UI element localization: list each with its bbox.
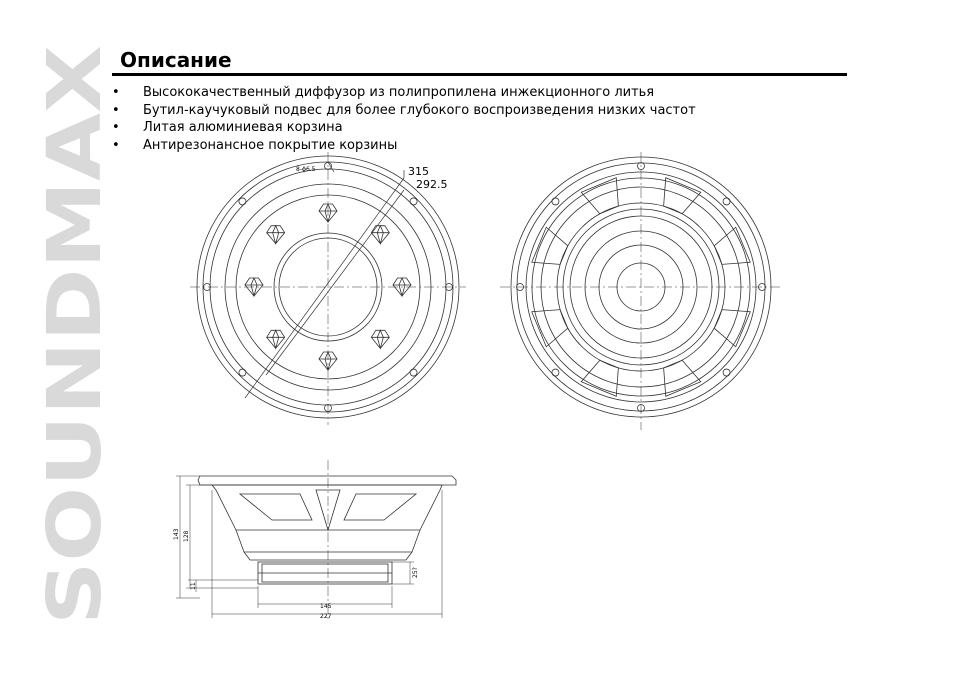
diamond-emblem <box>371 330 389 348</box>
front-view <box>190 152 466 425</box>
diamond-emblem <box>267 226 285 244</box>
bullet-icon: • <box>112 120 120 135</box>
flange-thickness-label: 11 <box>190 582 197 590</box>
list-item-text: Бутил-каучуковый подвес для более глубокого воспроизведения низких частот <box>143 102 696 118</box>
diamond-emblem <box>371 226 389 244</box>
logo-text: SOUNDMAX <box>42 137 112 625</box>
diamond-emblem <box>267 330 285 348</box>
side-view <box>176 460 456 622</box>
mounting-hole <box>723 369 730 376</box>
outer-diameter-label: 315 <box>408 165 429 178</box>
basket-height-label: 128 <box>183 530 190 542</box>
hole-dimension-label: 8-ϕ6.5 <box>296 166 316 173</box>
bullet-icon: • <box>112 137 120 153</box>
list-item-text: Высококачественный диффузор из полипропилена инжекционного литья <box>143 85 655 100</box>
magnet-width-label: 145 <box>320 603 332 610</box>
bullet-icon: • <box>112 85 120 100</box>
rear-view <box>500 152 782 430</box>
mounting-hole <box>552 369 559 376</box>
total-height-label: 143 <box>173 528 180 540</box>
list-item-text: Антирезонансное покрытие корзины <box>143 137 398 153</box>
mount-width-label: 227 <box>320 613 332 620</box>
list-item-text: Литая алюминиевая корзина <box>143 120 343 135</box>
magnet-height-label: 25? <box>412 567 419 578</box>
mounting-hole <box>552 198 559 205</box>
bullet-icon: • <box>112 102 120 118</box>
page-title: Описание <box>120 48 232 72</box>
mounting-hole <box>410 198 417 205</box>
mounting-hole <box>239 369 246 376</box>
mounting-hole <box>239 198 246 205</box>
inner-diameter-label: 292.5 <box>416 178 448 191</box>
mounting-hole <box>410 369 417 376</box>
mounting-hole <box>723 198 730 205</box>
